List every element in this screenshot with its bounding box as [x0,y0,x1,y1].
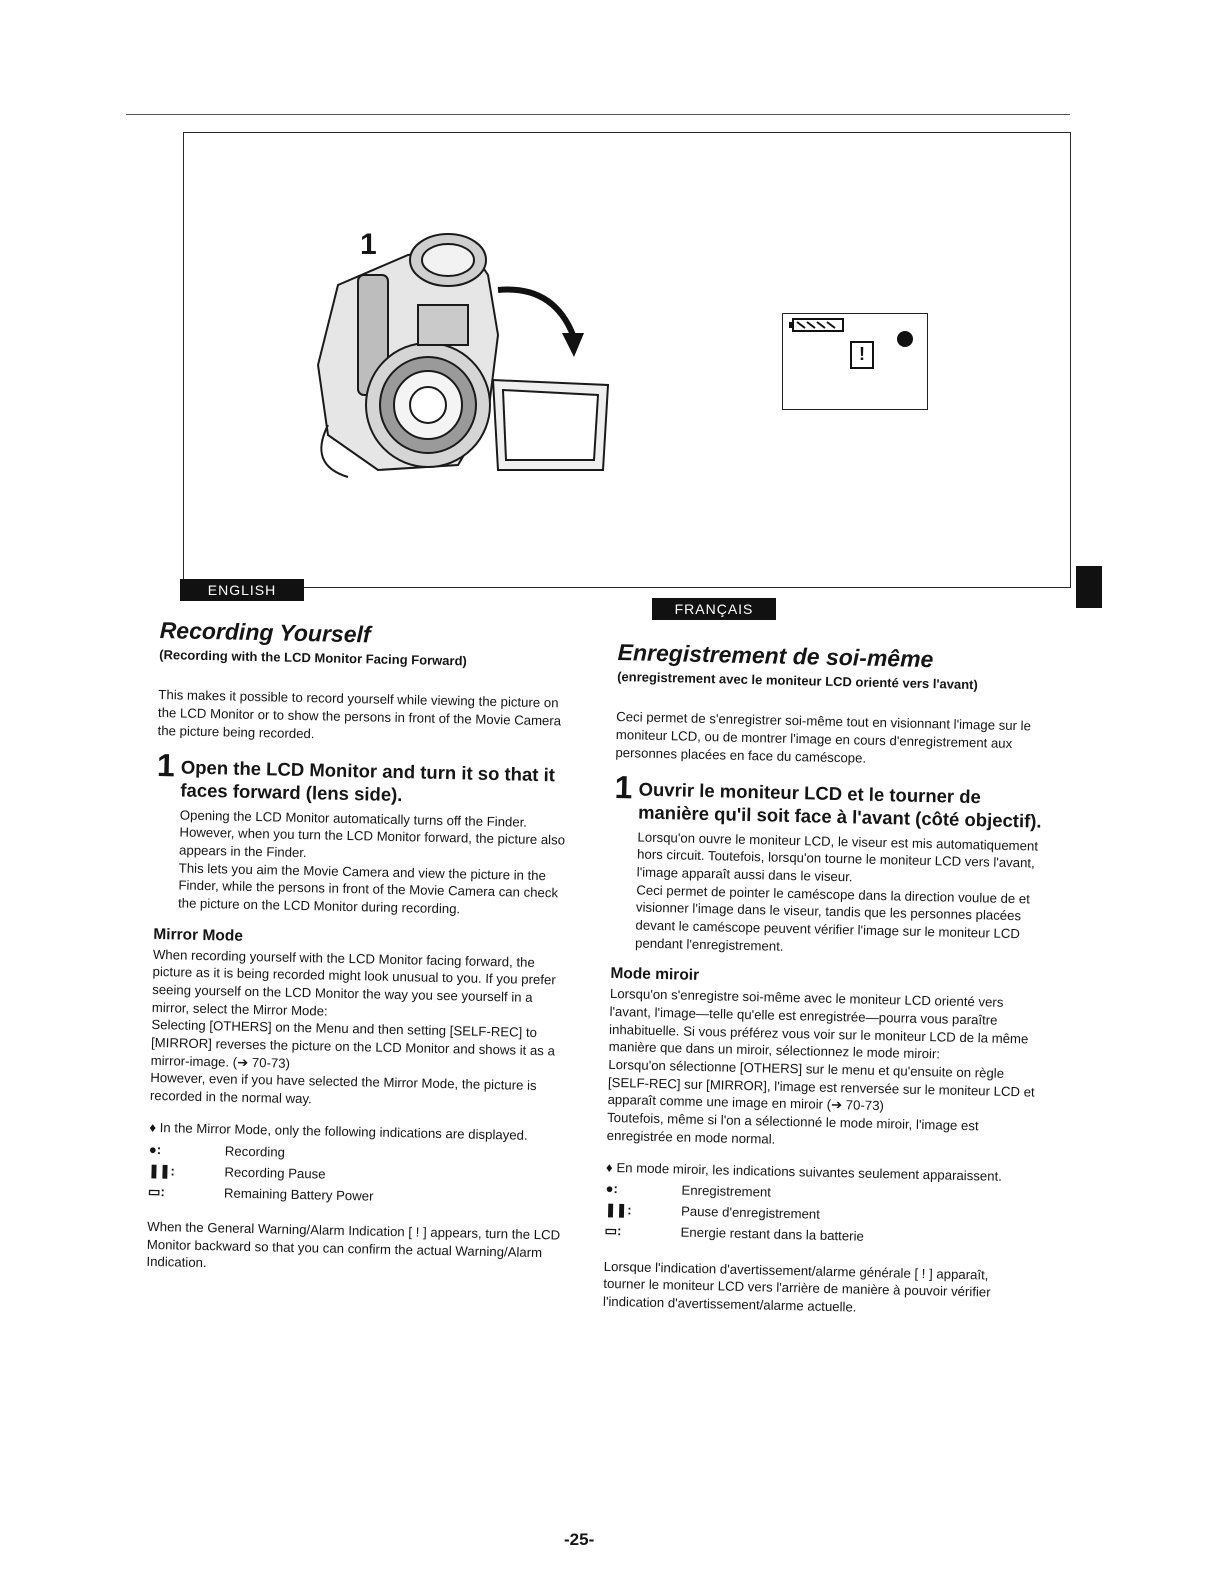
indication-label: Energie restant dans la batterie [680,1225,864,1245]
english-mirror-text-2: Selecting [OTHERS] on the Menu and then setting [SELF-REC] to [MIRROR] reverses the picture on the LCD Monitor and shows it as a mirror-image. (➔ 70-73) [150,1017,556,1071]
francais-title: Enregistrement de soi-même [617,639,934,673]
english-title: Recording Yourself [159,617,371,648]
rotate-arrow-icon [498,290,573,335]
english-bullet: ♦ In the Mirror Mode, only the following indications are displayed. [149,1119,528,1143]
francais-label: FRANÇAIS [652,598,776,620]
indication-label: Recording Pause [224,1164,326,1182]
indication-label: Pause d'enregistrement [680,1203,821,1223]
francais-step-1 [611,771,1045,961]
english-mirror-text-3: However, even if you have selected the Mirror Mode, the picture is recorded in the normal way. [149,1070,537,1107]
francais-step-number: 1 [614,769,633,806]
pause-icon: ❚❚: [604,1202,632,1218]
francais-closing: Lorsque l'indication d'avertissement/alarme générale [ ! ] apparaît, tourner le moniteur LCD vers l'arrière de manière à pouvoir vérifier l'indication d'avertissement/alarme actuelle. [602,1258,991,1315]
francais-bullet: ♦ En mode miroir, les indications suivantes seulement apparaissent. [605,1159,1003,1184]
top-rule [126,114,1070,115]
pause-icon: ❚❚: [148,1162,176,1179]
english-mirror-heading: Mirror Mode [153,925,244,945]
francais-intro: Ceci permet de s'enregistrer soi-même tout en visionnant l'image sur le moniteur LCD, ou de montrer l'image en cours d'enregistrement aux personnes placées en face du caméscope. [615,709,1032,766]
english-column [146,618,575,1293]
english-step-text-1: Opening the LCD Monitor automatically turns off the Finder. However, when you turn the LCD Monitor forward, the picture also appears in the Finder. [178,806,566,860]
page-number: -25- [564,1530,595,1549]
english-subtitle: (Recording with the LCD Monitor Facing Forward) [159,647,467,669]
francais-mirror-text-1: Lorsqu'on s'enregistre soi-même avec le moniteur LCD orienté vers l'avant, l'image—telle qu'elle est enregistrée—pourra vous paraître inhabituelle. Si vous préférez vous voir sur le moniteur LCD de la même manière que dans un miroir, sélectionnez le mode miroir: [608,986,1029,1062]
english-mirror-text-1: When recording yourself with the LCD Monitor facing forward, the picture as it is being recorded might look unusual to you. If you prefer seeing yourself on the LCD Monitor the way you see yourself in a mirror, select the Mirror Mode: [151,946,556,1019]
francais-subtitle: (enregistrement avec le moniteur LCD orienté vers l'avant) [616,669,978,693]
english-closing: When the General Warning/Alarm Indication [ ! ] appears, turn the LCD Monitor backward so that you can confirm the actual Warning/Alarm Indication. [146,1218,561,1271]
warning-symbol: ! [859,344,865,364]
francais-mirror-text-2: Lorsqu'on sélectionne [OTHERS] sur le menu et qu'ensuite on règle [SELF-REC] sur [MIRROR], l'image est renversée sur le moniteur LCD et apparaît comme une image en miroir (➔ 70-73) [607,1056,1035,1114]
francais-step-text-1: Lorsqu'on ouvre le moniteur LCD, le viseur est mis automatiquement hors circuit. Toutefois, lorsqu'on tourne le moniteur LCD vers l'avant, l'image apparaît aussi dans le viseur. [636,828,1039,885]
recording-dot-icon [897,331,913,347]
francais-column [602,640,1047,1333]
indication-label: Remaining Battery Power [223,1185,374,1204]
indication-label: Recording [224,1142,286,1160]
english-step-1 [154,749,572,920]
figure-step-number: 1 [360,228,377,261]
lcd-display-sample [782,313,928,410]
battery-icon [789,319,843,331]
francais-mirror-text-3: Toutefois, même si l'on a sélectionné le mode miroir, l'image est enregistrée en mode normal. [606,1110,979,1147]
english-step-title: Open the LCD Monitor and turn it so that it faces forward (lens side). [180,756,556,806]
english-intro: This makes it possible to record yourself while viewing the picture on the LCD Monitor or to show the persons in front of the Movie Camera the picture being recorded. [157,687,562,741]
recording-dot-icon: ●: [605,1181,619,1197]
francais-step-text-2: Ceci permet de pointer le caméscope dans la direction voulue de et visionner l'image dans le viseur, tandis que les personnes placées devant le caméscope peuvent vérifier l'image sur le moniteur LCD pendant l'enregistrement. [634,882,1031,954]
english-label: ENGLISH [180,579,304,601]
page-edge-tab [1076,566,1102,608]
indication-label: Enregistrement [681,1182,772,1200]
francais-mirror-heading: Mode miroir [610,965,700,985]
battery-icon: ▭: [604,1223,622,1239]
english-step-number: 1 [156,747,176,784]
english-step-text-2: This lets you aim the Movie Camera and view the picture in the Finder, while the persons in front of the Movie Camera can check the picture on the LCD Monitor during recording. [177,860,559,917]
francais-step-title: Ouvrir le moniteur LCD et le tourner de manière qu'il soit face à l'avant (côté objectif). [637,778,1042,833]
recording-dot-icon: ●: [148,1141,162,1157]
camcorder-illustration [298,215,618,485]
battery-icon: ▭: [147,1183,166,1199]
